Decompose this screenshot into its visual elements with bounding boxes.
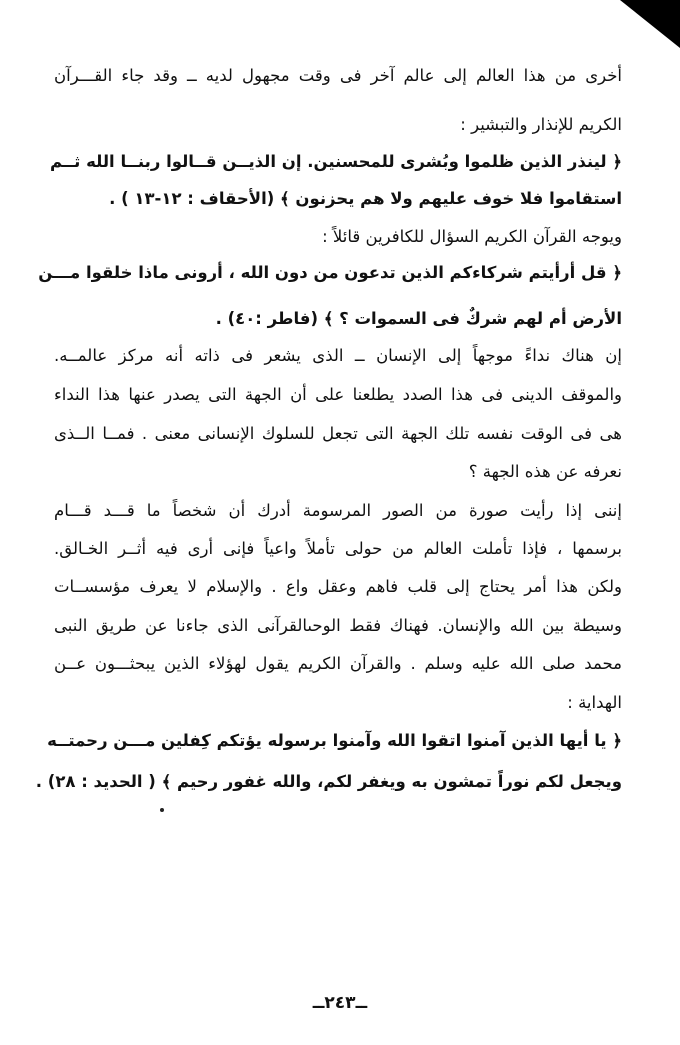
text-line: محمد صلى الله عليه وسلم . والقرآن الكريم يقول لهؤلاء الذين يبحثـــون عــن <box>54 654 622 673</box>
text-line: برسمها ، فإذا تأملت العالم من حولى تأملاً واعياً فإنى أرى فيه أثــر الخـالق. <box>54 539 622 558</box>
text-line: والموقف الدينى فى هذا الصدد يطلعنا على أن الجهة التى يصدر عنها هذا النداء <box>54 385 622 404</box>
quran-verse-line: استقاموا فلا خوف عليهم ولا هم يحزنون ﴾ (الأحقاف : ١٢-١٣ ) . <box>109 189 622 208</box>
page-number: ــ٢٤٣ــ <box>312 993 368 1013</box>
text-line: ولكن هذا أمر يحتاج إلى قلب فاهم وعقل واع . والإسلام لا يعرف مؤسســات <box>54 577 622 596</box>
text-line: نعرفه عن هذه الجهة ؟ <box>468 462 622 481</box>
text-line: الهداية : <box>567 693 622 712</box>
quran-verse-line: ﴿ لينذر الذين ظلموا وبُشرى للمحسنين. إن الذيــن قــالوا ربنــا الله ثــم <box>49 152 622 171</box>
text-line: أخرى من هذا العالم إلى عالم آخر فى وقت مجهول لديه ــ وقد جاء القـــرآن <box>54 66 622 85</box>
quran-verse-line: ﴿ قل أرأيتم شركاءكم الذين تدعون من دون الله ، أرونى ماذا خلقوا مـــن <box>38 263 622 282</box>
quran-verse-line: ﴿ يا أيها الذين آمنوا اتقوا الله وآمنوا برسوله يؤتكم كِفلين مـــن رحمتــه <box>47 731 622 750</box>
text-line: هى فى الوقت نفسه تلك الجهة التى تجعل للسلوك الإنسانى معنى . فمــا الــذى <box>54 424 622 443</box>
quran-verse-line: ويجعل لكم نوراً تمشون به ويغفر لكم، والله غفور رحيم ﴾ ( الحديد : ٢٨) . <box>35 772 622 791</box>
text-line: ويوجه القرآن الكريم السؤال للكافرين قائلاً : <box>322 227 622 246</box>
ink-dot <box>160 808 164 812</box>
text-line: الكريم للإنذار والتبشير : <box>460 115 622 134</box>
text-line: وسيطة بين الله والإنسان. فهناك فقط الوحىالقرآنى الذى جاءنا عن طريق النبى <box>54 616 622 635</box>
text-line: إننى إذا رأيت صورة من الصور المرسومة أدرك أن شخصاً ما قـــد قـــام <box>54 501 622 520</box>
quran-verse-line: الأرض أم لهم شركٌ فى السموات ؟ ﴾ (فاطر :٤٠) . <box>215 309 622 328</box>
text-line: إن هناك نداءً موجهاً إلى الإنسان ــ الذى يشعر فى ذاته أنه مركز عالمــه. <box>54 346 622 365</box>
